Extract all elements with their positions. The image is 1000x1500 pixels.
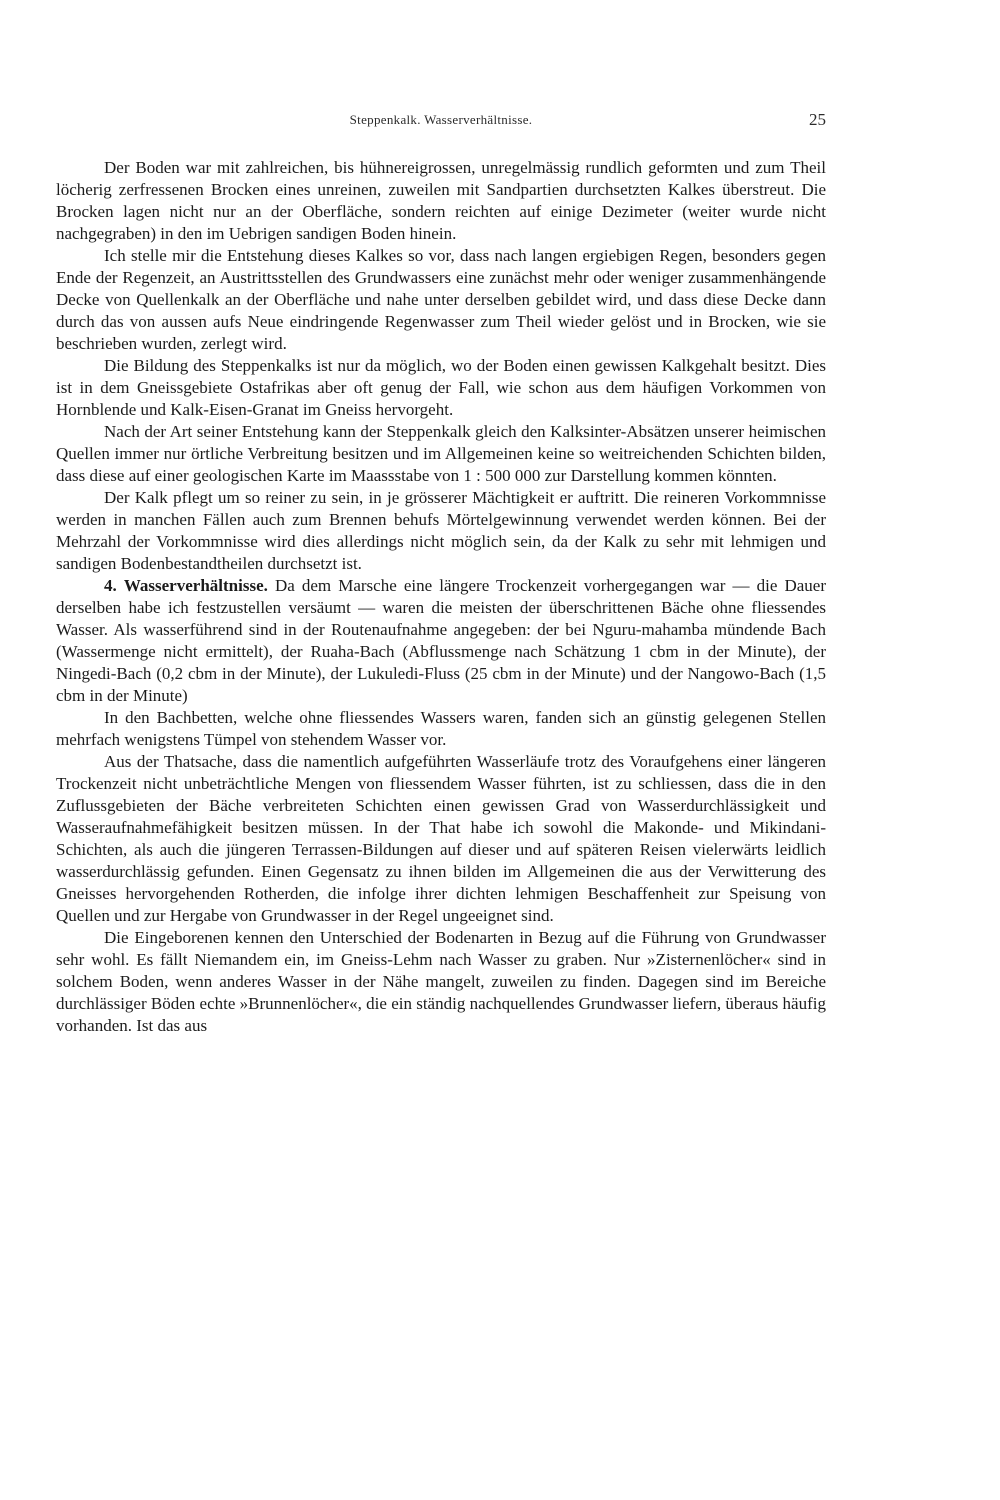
paragraph-reinheit: Der Kalk pflegt um so reiner zu sein, in je grösserer Mächtigkeit er auftritt. Die reineren Vorkommnisse werden in manchen Fällen auch zum Brennen behufs Mörtelgewinnung verwendet werden können. Bei der Mehrzahl der Vorkommnisse wird dies allerdings nicht möglich sein, da der Kalk zu sehr mit lehmigen und sandigen Bodenbestandtheilen durchsetzt ist. xyxy=(56,488,826,573)
page-number: 25 xyxy=(809,110,826,129)
section-heading: Wasserverhältnisse. xyxy=(123,576,268,595)
paragraph-boden: Der Boden war mit zahlreichen, bis hühnereigrossen, unregelmässig rundlich geformten und zum Theil löcherig zerfressenen Brocken eines unreinen, zuweilen mit Sandpartien durchsetzten Kalkes überstreut. Die Brocken lagen nicht nur an der Oberfläche, sondern reichten auf einige Dezimeter (weiter wurde nicht nachgegraben) in den im Uebrigen sandigen Boden hinein. xyxy=(56,158,826,243)
paragraph-verbreitung: Nach der Art seiner Entstehung kann der Steppenkalk gleich den Kalksinter-Absätzen unserer heimischen Quellen immer nur örtliche Verbreitung besitzen und im Allgemeinen keine so weitreichenden Schichten bilden, dass diese auf einer geologischen Karte im Maassstabe von 1 : 500 000 zur Darstellung kommen könnten. xyxy=(56,422,826,485)
section-number: 4. xyxy=(104,576,117,595)
paragraph-bachbetten: In den Bachbetten, welche ohne fliessendes Wassers waren, fanden sich an günstig gelegenen Stellen mehrfach wenigstens Tümpel von stehendem Wasser vor. xyxy=(56,708,826,749)
running-title: Steppenkalk. Wasserverhältnisse. xyxy=(349,112,533,127)
paragraph-entstehung: Ich stelle mir die Entstehung dieses Kalkes so vor, dass nach langen ergiebigen Regen, besonders gegen Ende der Regenzeit, an Austrittsstellen des Grundwassers eine zunächst mehr oder weniger zusammenhängende Decke von Quellenkalk an der Oberfläche und nahe unter derselben gebildet wird, und dass diese Decke dann durch das von aussen aufs Neue eindringende Regenwasser zum Theil wieder gelöst und in Brocken, wie sie beschrieben wurden, zerlegt wird. xyxy=(56,246,826,353)
paragraph-thatsache: Aus der Thatsache, dass die namentlich aufgeführten Wasserläufe trotz des Voraufgehens einer längeren Trockenzeit nicht unbeträchtliche Mengen von fliessendem Wasser führten, ist zu schliessen, dass die in den Zuflussgebieten der Bäche verbreiteten Schichten einen gewissen Grad von Wasserdurchlässigkeit und Wasseraufnahmefähigkeit besitzen müssen. In der That habe ich sowohl die Makonde- und Mikindani-Schichten, als auch die jüngeren Terrassen-Bildungen auf dieser und auf späteren Reisen vielerwärts leidlich wasserdurchlässig gefunden. Einen Gegensatz zu ihnen bilden im Allgemeinen die aus der Verwitterung des Gneisses hervorgehenden Rotherden, die infolge ihrer dichten lehmigen Beschaffenheit zur Speisung von Quellen und zur Hergabe von Grundwasser in der Regel ungeeignet sind. xyxy=(56,752,826,925)
paragraph-bildung: Die Bildung des Steppenkalks ist nur da möglich, wo der Boden einen gewissen Kalkgehalt besitzt. Dies ist in dem Gneissgebiete Ostafrikas aber oft genug der Fall, wie schon aus dem häufigen Vorkommen von Hornblende und Kalk-Eisen-Granat im Gneiss hervorgeht. xyxy=(56,356,826,419)
section-paragraph xyxy=(56,575,826,707)
body-text xyxy=(56,157,826,1037)
section-text: Da dem Marsche eine längere Trockenzeit vorhergegangen war — die Dauer derselben habe ich festzustellen versäumt — waren die meisten der überschrittenen Bäche ohne fliessendes Wasser. Als wasserführend sind in der Routenaufnahme angegeben: der bei Nguru-mahamba mündende Bach (Wassermenge nicht ermittelt), der Ruaha-Bach (Abflussmenge nach Schätzung 1 cbm in der Minute), der Ningedi-Bach (0,2 cbm in der Minute), der Lukuledi-Fluss (25 cbm in der Minute) und der Nangowo-Bach (1,5 cbm in der Minute) xyxy=(56,576,827,705)
paragraph-eingeborenen: Die Eingeborenen kennen den Unterschied der Bodenarten in Bezug auf die Führung von Grundwasser sehr wohl. Es fällt Niemandem ein, im Gneiss-Lehm nach Wasser zu graben. Nur »Zisternenlöcher« sind in solchem Boden, wenn anderes Wasser in der Nähe mangelt, zuweilen zu finden. Dagegen sind im Bereiche durchlässiger Böden echte »Brunnenlöcher«, die ein ständig nachquellendes Grundwasser liefern, überaus häufig vorhanden. Ist das aus xyxy=(56,928,826,1035)
page-header xyxy=(56,112,826,136)
